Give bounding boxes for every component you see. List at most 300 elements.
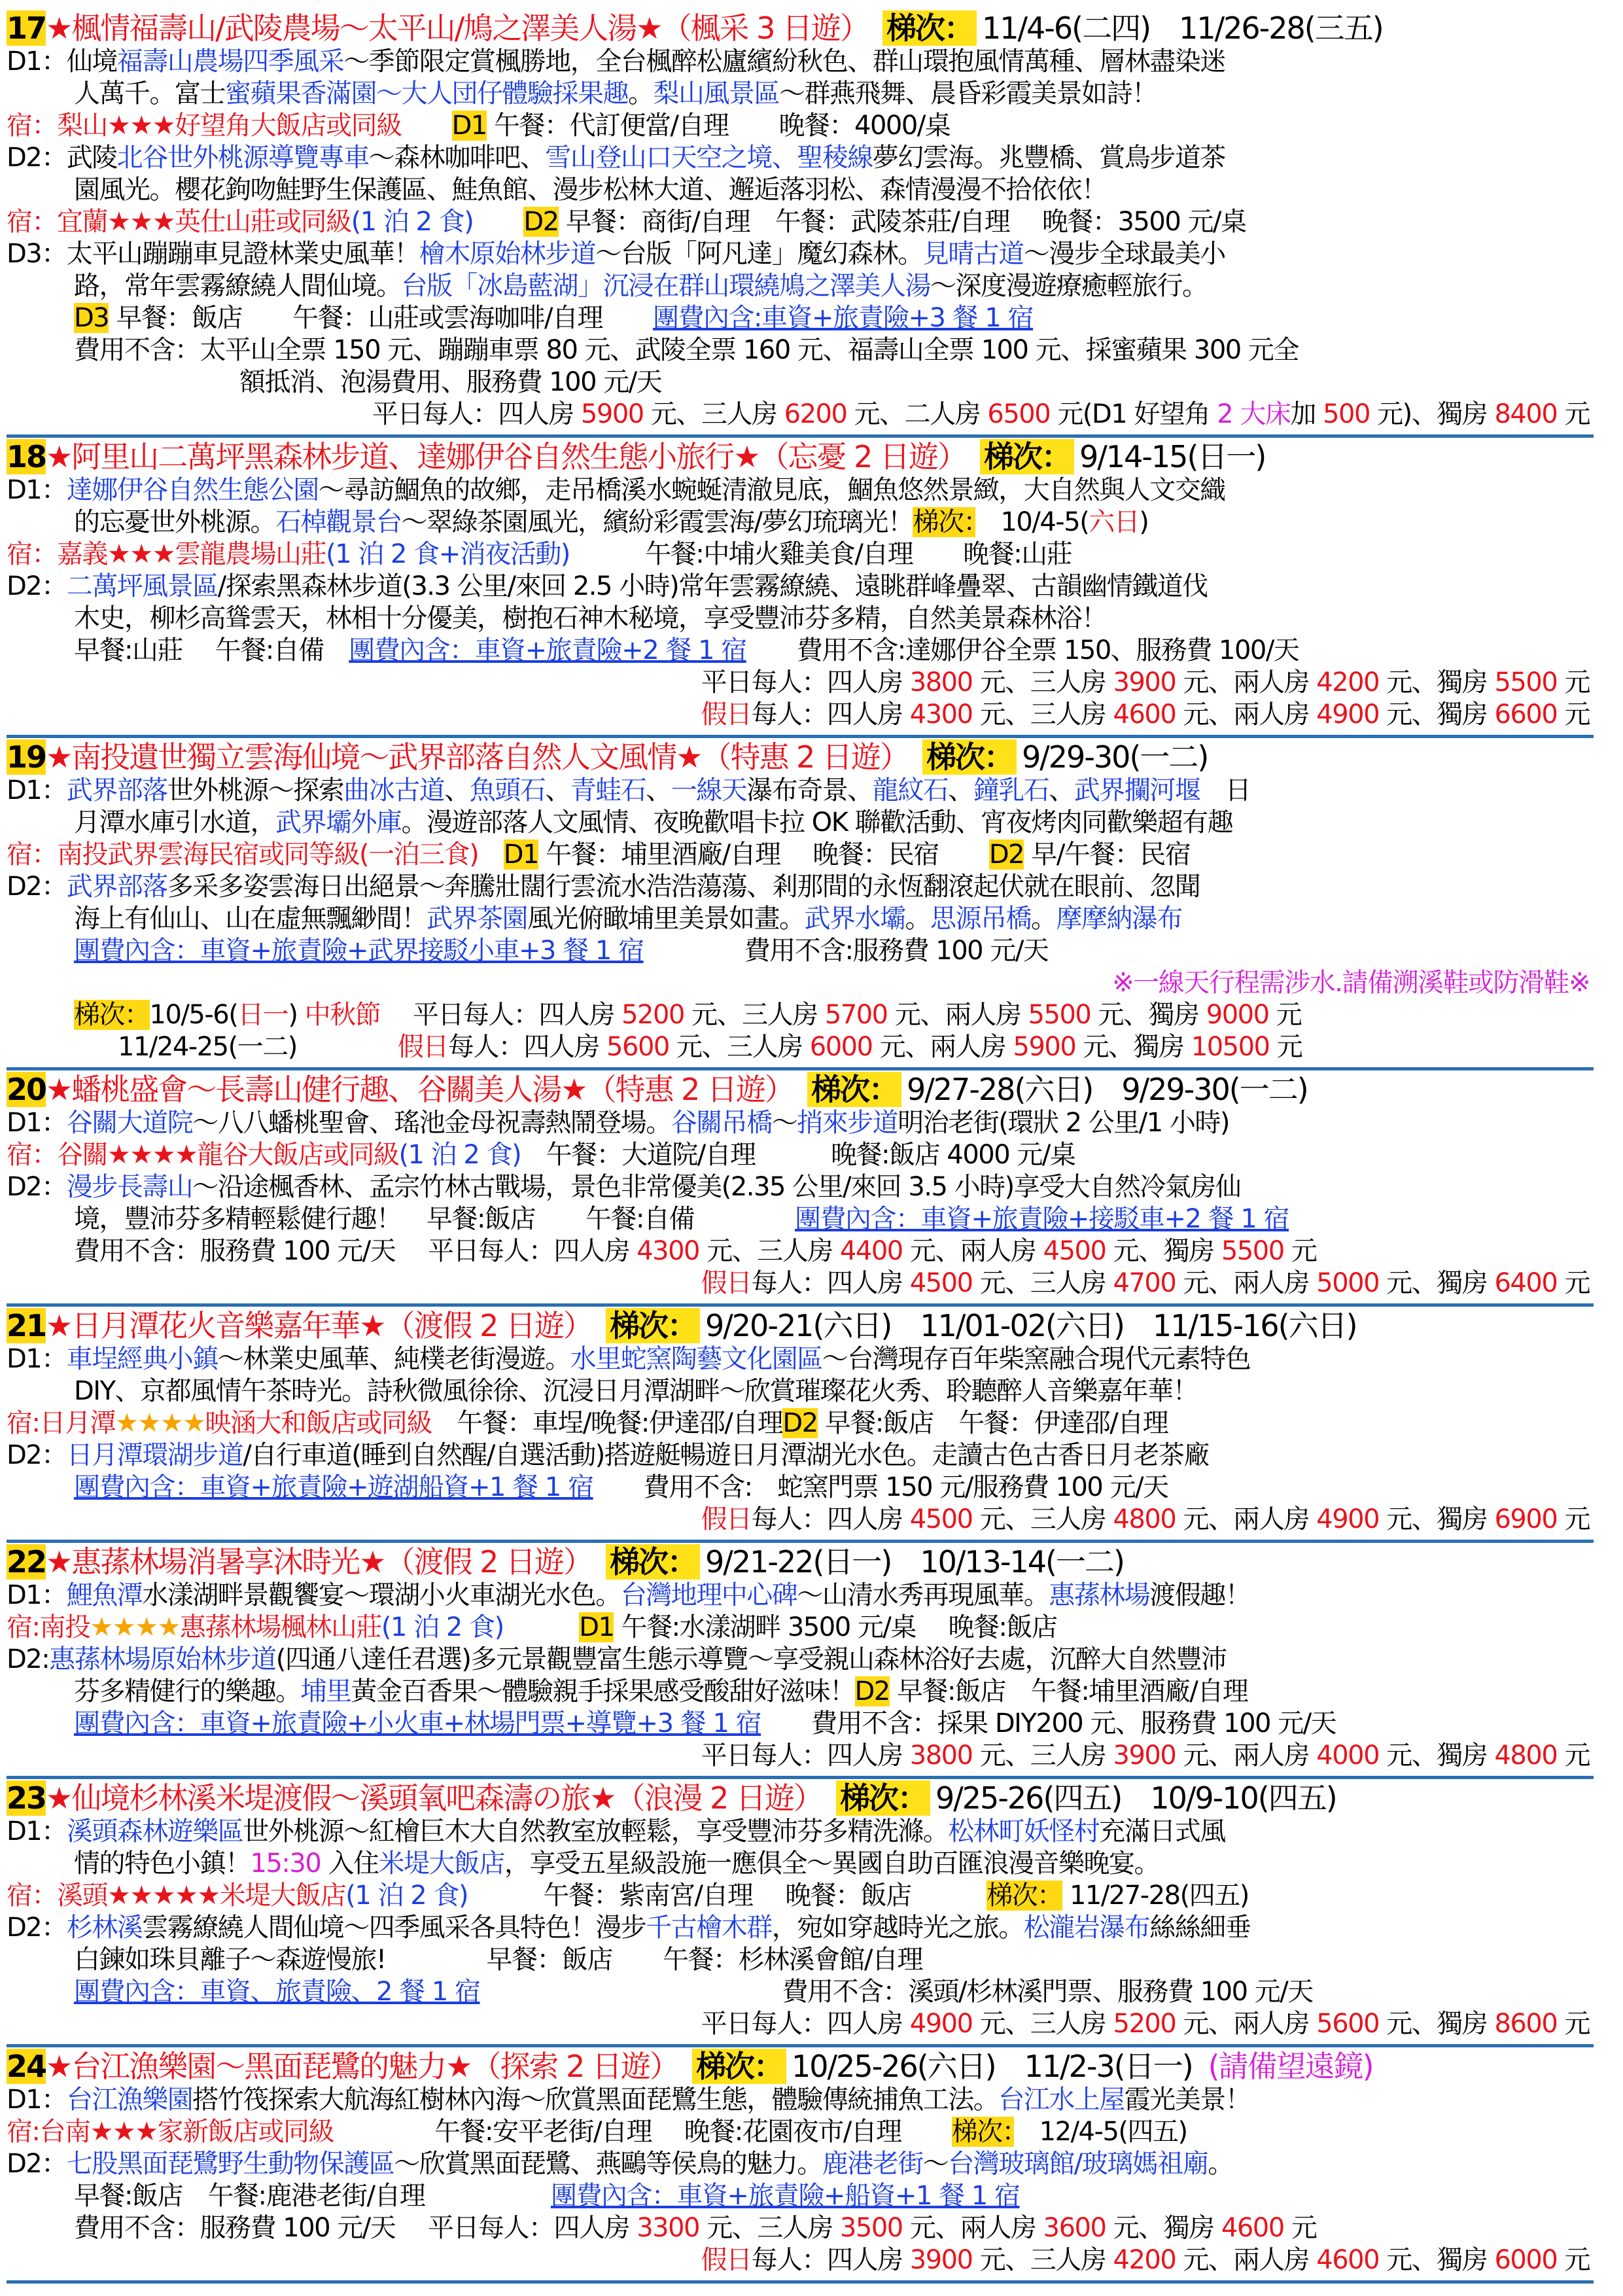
tour-number: 20 (7, 1072, 46, 1107)
itinerary-line (7, 635, 1594, 667)
text-segment: D1： (7, 1344, 67, 1374)
itinerary-line (7, 474, 1594, 506)
itinerary-line (7, 999, 1594, 1031)
text-segment: 午餐：大道院/自理 晚餐:飯店 4000 元/桌 (521, 1140, 1075, 1170)
text-segment: 元、三人房 (972, 1504, 1113, 1534)
itinerary-line (7, 1472, 1594, 1504)
text-segment: D2： (7, 571, 67, 601)
text-segment: 3800 (909, 1740, 973, 1771)
itinerary-line (7, 1375, 1594, 1407)
tour-block (7, 2047, 1594, 2284)
itinerary-line (7, 506, 1594, 539)
text-segment: 元、三人房 (972, 699, 1113, 730)
text-segment: 4200 (1316, 667, 1380, 698)
itinerary-line (7, 1708, 1594, 1740)
text-segment: D2：武陵 (7, 143, 117, 173)
text-segment: 每人：四人房 (447, 1032, 607, 1062)
text-segment: 6900 (1494, 1504, 1558, 1534)
batch-label: 梯次： (980, 439, 1074, 474)
text-segment: 11/24-25(一二) (118, 1032, 398, 1062)
batch-dates: 9/14-15(日一) (1079, 439, 1266, 474)
text-segment: 早餐:飯店 午餐:埔里酒廠/自理 (889, 1676, 1248, 1706)
text-segment: ～季節限定賞楓勝地，全台楓醉松廬繽紛秋色、群山環抱風情萬種、層林盡染迷 (343, 46, 1225, 77)
text-segment: DIY、京都風情午茶時光。詩秋微風徐徐、沉浸日月潭湖畔～欣賞璀璨花火秀、聆聽醉人音樂嘉年華！ (74, 1376, 1198, 1406)
text-segment: 溪頭森林遊樂區 (66, 1816, 243, 1846)
text-segment: D1 (503, 839, 538, 870)
text-segment: ～深度漫遊療癒輕旅行。 (930, 271, 1208, 301)
text-segment: 元、兩人房 (902, 1236, 1043, 1266)
text-segment: 武界壩外庫 (275, 807, 402, 838)
tour-title-line (7, 1308, 1594, 1343)
text-segment: 元、兩人房 (1176, 1268, 1317, 1298)
text-segment: 宿：宜蘭★★★英仕山莊或同級 (7, 207, 351, 237)
text-segment: 早餐:山莊 午餐:自備 (74, 635, 349, 665)
text-segment: 4200 (1113, 2245, 1176, 2275)
text-segment: ※一線天行程需涉水.請備溯溪鞋或防滑鞋※ (1112, 968, 1590, 998)
text-segment: 宿:日月潭 (7, 1408, 115, 1438)
text-segment: 宿：南投武界雲海民宿或同等級(一泊三食) (7, 839, 479, 870)
text-segment: 元、兩人房 (1176, 2009, 1317, 2039)
text-segment: 早餐:飯店 午餐：伊達邵/自理 (817, 1408, 1168, 1438)
text-segment: 谷關大道院 (66, 1108, 193, 1138)
text-segment: D2： (7, 1440, 67, 1470)
text-segment: 杉林溪 (66, 1913, 143, 1943)
text-segment: 宿：谷關★★★★龍谷大飯店或同級 (7, 1140, 399, 1170)
text-segment: 元 (1557, 667, 1590, 698)
text-segment: 午餐：車埕/晚餐:伊達邵/自理 (431, 1408, 783, 1438)
text-segment: 午餐：代訂便當/自理 晚餐：4000/桌 (486, 111, 951, 141)
text-segment: 3900 (1113, 667, 1176, 698)
text-segment: 。 (905, 904, 930, 934)
text-segment: 世外桃源～探索 (167, 775, 344, 805)
text-segment: 元、三人房 (684, 1000, 825, 1030)
itinerary-line (7, 1343, 1594, 1375)
text-segment: D3 (74, 303, 109, 333)
text-segment: 捎來步道 (797, 1108, 898, 1138)
text-segment: 蜜蘋果香滿園～大人団仔體驗採果趣 (225, 79, 628, 109)
text-segment: 元、三人房 (699, 2213, 840, 2243)
itinerary-line (7, 1976, 1594, 2008)
text-segment: 元、兩人房 (887, 1000, 1028, 1030)
text-segment: 白鍊如珠貝離子～森遊慢旅! 早餐：飯店 午餐：杉林溪會館/自理 (74, 1945, 923, 1975)
text-segment: 日一 (237, 1000, 288, 1030)
text-segment: 元、兩人房 (1176, 2245, 1317, 2275)
text-segment: ～欣賞黑面琵鷺、燕鷗等侯鳥的魅力。 (394, 2149, 822, 2179)
text-segment: 摩摩納瀑布 (1056, 904, 1182, 934)
text-segment: 每人：四人房 (751, 2245, 910, 2275)
text-segment: 。 (628, 79, 654, 109)
text-segment: 武界攔河堰 (1073, 775, 1200, 805)
text-segment: 石棹觀景台 (275, 507, 402, 537)
tour-block (7, 438, 1594, 738)
text-segment: 路，常年雲霧繚繞人間仙境。 (74, 271, 402, 301)
text-segment: D1： (7, 1108, 67, 1138)
text-segment: 4800 (1113, 1504, 1176, 1534)
text-segment: ) (288, 1000, 305, 1030)
text-segment: 搭竹筏探索大航海紅樹林內海～欣賞黑面琵鷺生態，體驗傳統捕魚工法。 (192, 2085, 999, 2115)
text-segment: 每人：四人房 (751, 1504, 910, 1534)
text-segment: 日月潭環湖步道 (66, 1440, 243, 1470)
text-segment: 車埕經典小鎮 (66, 1344, 218, 1374)
text-segment: ～台版「阿凡達」魔幻森林。 (595, 239, 923, 269)
text-segment: 6000 (809, 1032, 873, 1062)
text-segment: 武界茶園 (427, 904, 527, 934)
text-segment: 元、獨房 (1379, 667, 1495, 698)
text-segment: 鐘乳石 (973, 775, 1049, 805)
text-segment: ～森林咖啡吧、 (368, 143, 546, 173)
text-segment: D2： (7, 872, 67, 902)
text-segment: 平日每人：四人房 (701, 667, 910, 698)
text-segment: 6000 (1494, 2245, 1558, 2275)
text-segment: 絲絲細垂 (1149, 1913, 1251, 1943)
text-segment: 5900 (1013, 1032, 1076, 1062)
itinerary-line (7, 206, 1594, 238)
tour-title-line (7, 1072, 1594, 1107)
batch-label: 梯次： (882, 10, 977, 46)
tour-title: ★楓情福壽山/武陵農場～太平山/鳩之澤美人湯★（楓采 3 日遊） (46, 10, 854, 46)
text-segment: 元、三人房 (643, 399, 784, 429)
text-segment: 元 (1557, 1740, 1590, 1771)
itinerary-line (7, 1203, 1594, 1235)
itinerary-line (7, 1171, 1594, 1203)
text-segment: 4300 (909, 699, 973, 730)
text-segment: D2 (782, 1408, 818, 1438)
text-segment: 元 (1268, 1000, 1302, 1030)
tour-title: ★惠蓀林場消暑享沐時光★（渡假 2 日遊） (46, 1544, 578, 1580)
text-segment: 2 大床 (1217, 399, 1291, 429)
tour-block (7, 9, 1594, 438)
itinerary-line (7, 903, 1594, 935)
text-segment: 4600 (1221, 2213, 1284, 2243)
text-segment: 假日 (397, 1032, 448, 1062)
text-segment: 元(D1 好望角 (1050, 399, 1217, 429)
tour-flyer (7, 9, 1594, 2284)
text-segment: 15:30 (250, 1848, 321, 1879)
text-segment: D1 (451, 111, 487, 141)
text-segment: 見晴古道 (922, 239, 1024, 269)
text-segment: 元、兩人房 (872, 1032, 1013, 1062)
text-segment: 、 (948, 775, 973, 805)
text-segment: 元、獨房 (1379, 699, 1495, 730)
itinerary-line (7, 1816, 1594, 1848)
text-segment: 午餐：埔里酒廠/自理 晚餐：民宿 (538, 839, 989, 870)
text-segment: 的忘憂世外桃源。 (74, 507, 275, 537)
text-segment: 5000 (1316, 1268, 1380, 1298)
text-segment: 谷關吊橋 (671, 1108, 772, 1138)
text-segment: 4500 (1043, 1236, 1106, 1266)
text-segment: 元 (1557, 1504, 1590, 1534)
text-segment: 元、三人房 (699, 1236, 840, 1266)
text-segment: 達娜伊谷自然生態公園 (66, 475, 319, 505)
batch-label: 梯次： (606, 1308, 700, 1343)
batch-label: 梯次： (606, 1544, 700, 1580)
itinerary-line (7, 2116, 1594, 2148)
itinerary-line (7, 775, 1594, 807)
text-segment: 園風光。櫻花鉤吻鮭野生保護區、鮭魚館、漫步松林大道、邂逅落羽松、森情漫漫不拾依依！ (74, 175, 1107, 205)
text-segment: 宿:南投 (7, 1612, 90, 1642)
text-segment: 4600 (1316, 2245, 1380, 2275)
dates-note: (請備望遠鏡) (1208, 2049, 1373, 2084)
text-segment: 水里蛇窯陶藝文化園區 (570, 1344, 822, 1374)
itinerary-line (7, 398, 1594, 431)
text-segment: 惠蓀林場原始林步道 (49, 1644, 276, 1674)
text-segment: 費用不含:服務費 100 元/天 (643, 936, 1049, 966)
text-segment: 埔里 (300, 1676, 351, 1706)
text-segment: 元 (1283, 1236, 1317, 1266)
text-segment: 10500 (1191, 1032, 1270, 1062)
text-segment: 元、獨房 (1106, 1236, 1221, 1266)
text-segment: 加 (1290, 399, 1323, 429)
text-segment: 米堤大飯店 (378, 1848, 504, 1879)
itinerary-line (7, 1504, 1594, 1536)
text-segment: D2： (7, 1913, 67, 1943)
text-segment: D1：仙境 (7, 46, 117, 77)
text-segment: 元、三人房 (972, 2009, 1113, 2039)
text-segment: 。漫遊部落人文風情、夜晚歡唱卡拉 OK 聯歡活動、宵夜烤肉同歡樂超有趣 (401, 807, 1233, 838)
text-segment: 12/4-5(四五) (1014, 2117, 1187, 2147)
tour-number: 19 (7, 739, 46, 775)
text-segment: 團費內含：車資+旅責險+船資+1 餐 1 宿 (550, 2181, 1020, 2211)
text-segment (504, 1612, 580, 1642)
text-segment: (1 泊 2 食) (351, 207, 474, 237)
text-segment: 元、二人房 (846, 399, 988, 429)
text-segment: 松瀧岩瀑布 (1023, 1913, 1150, 1943)
text-segment: 芬多精健行的樂趣。 (74, 1676, 301, 1706)
text-segment: (1 泊 2 食) (398, 1140, 521, 1170)
text-segment: 團費內含：車資+旅責險+接駁車+2 餐 1 宿 (794, 1204, 1289, 1234)
text-segment: 費用不含：溪頭/杉林溪門票、服務費 100 元/天 (480, 1977, 1313, 2007)
itinerary-line (7, 1580, 1594, 1612)
text-segment: 六日 (1089, 507, 1140, 537)
text-segment: 雪山登山口天空之境、聖稜線 (545, 143, 873, 173)
batch-dates: 9/27-28(六日) 9/29-30(一二) (907, 1072, 1308, 1107)
text-segment: 6500 (987, 399, 1051, 429)
text-segment: 台江漁樂園 (66, 2085, 193, 2115)
text-segment: 元、兩人房 (1176, 1740, 1317, 1771)
text-segment: D3：太平山蹦蹦車見證林業史風華！ (7, 239, 419, 269)
text-segment: 情的特色小鎮！ (74, 1848, 251, 1879)
text-segment: 5700 (824, 1000, 888, 1030)
text-segment: 費用不含：採果 DIY200 元、服務費 100 元/天 (761, 1708, 1336, 1739)
text-segment: D2 (988, 839, 1024, 870)
text-segment: 曲冰古道 (343, 775, 445, 805)
text-segment: 日 (1200, 775, 1251, 805)
text-segment: 思源吊橋 (930, 904, 1031, 934)
text-segment: 每人：四人房 (751, 699, 910, 730)
text-segment: 費用不含：太平山全票 150 元、蹦蹦車票 80 元、武陵全票 160 元、福壽山全票 100 元、採蜜蘋果 300 元全 (74, 335, 1299, 365)
text-segment: ～山清水秀再現風華。 (797, 1580, 1049, 1610)
text-segment: 團費內含：車資+旅責險+武界接駁小車+3 餐 1 宿 (74, 936, 644, 966)
text-segment: 3800 (909, 667, 973, 698)
text-segment: 午餐:水漾湖畔 3500 元/桌 晚餐:飯店 (614, 1612, 1057, 1642)
text-segment: 費用不含: 蛇窯門票 150 元/服務費 100 元/天 (593, 1472, 1168, 1502)
text-segment: 青蛙石 (570, 775, 646, 805)
text-segment: 人萬千。富士 (74, 79, 225, 109)
text-segment: 3500 (839, 2213, 903, 2243)
text-segment: 二萬坪風景區 (66, 571, 218, 601)
itinerary-line (7, 1107, 1594, 1139)
text-segment: 5900 (580, 399, 644, 429)
text-segment: 午餐：紫南宮/自理 晚餐：飯店 (468, 1881, 987, 1911)
text-segment: D2： (7, 1172, 67, 1202)
itinerary-line (7, 1880, 1594, 1912)
text-segment: D2 (523, 207, 559, 237)
itinerary-line (7, 1235, 1594, 1267)
itinerary-line (7, 46, 1594, 78)
text-segment: D1： (7, 1580, 67, 1610)
tour-title-line (7, 739, 1594, 775)
text-segment: 元)、獨房 (1369, 399, 1495, 429)
text-segment: 元、獨房 (1075, 1032, 1191, 1062)
text-segment: 額抵消、泡湯費用、服務費 100 元/天 (239, 367, 662, 397)
text-segment: 充滿日式風 (1099, 1816, 1225, 1846)
itinerary-line (7, 238, 1594, 270)
text-segment: 惠蓀林場楓林山莊 (179, 1612, 381, 1642)
text-segment: 元、三人房 (972, 2245, 1113, 2275)
text-segment: 元 (1557, 2245, 1590, 2275)
text-segment: 元、三人房 (669, 1032, 810, 1062)
itinerary-line (7, 1676, 1594, 1708)
itinerary-line (7, 2212, 1594, 2244)
batch-label: 梯次： (922, 739, 1017, 775)
text-segment: 武界水壩 (804, 904, 905, 934)
text-segment: 4800 (1494, 1740, 1558, 1771)
tour-number: 17 (7, 10, 46, 46)
itinerary-line (7, 1439, 1594, 1472)
text-segment: 台版「冰島藍湖」沉浸在群山環繞鳩之澤美人湯 (401, 271, 930, 301)
text-segment: ～八八蟠桃聖會、瑤池金母祝壽熱鬧登場。 (192, 1108, 671, 1138)
text-segment: 漫步長壽山 (66, 1172, 193, 1202)
text-segment: 元、獨房 (1379, 1268, 1495, 1298)
text-segment: 10/5-6( (149, 1000, 238, 1030)
text-segment: ★★★★ (90, 1612, 180, 1642)
text-segment: ～林業史風華、純樸老街漫遊。 (217, 1344, 570, 1374)
tour-title: ★阿里山二萬坪黑森林步道、達娜伊谷自然生態小旅行★（忘憂 2 日遊） (46, 439, 952, 474)
tour-title: ★仙境杉林溪米堤渡假～溪頭氧吧森濤の旅★（浪漫 2 日遊） (46, 1780, 808, 1816)
tour-number: 21 (7, 1308, 46, 1343)
itinerary-line (7, 142, 1594, 174)
batch-label: 梯次： (807, 1072, 901, 1107)
text-segment: 宿:台南★★★家新飯店或同級 (7, 2117, 334, 2147)
text-segment: 8400 (1494, 399, 1558, 429)
text-segment: 午餐:中埔火雞美食/自理 晚餐:山莊 (569, 539, 1072, 569)
itinerary-line (7, 1407, 1594, 1439)
text-segment: 假日 (701, 2245, 752, 2275)
itinerary-line (7, 2148, 1594, 2180)
text-segment: 元 (1557, 399, 1590, 429)
itinerary-line (7, 78, 1594, 110)
text-segment: 一線天 (671, 775, 747, 805)
text-segment: 假日 (701, 699, 752, 730)
text-segment: 梯次： (951, 2117, 1015, 2147)
text-segment: D2： (7, 2149, 67, 2179)
text-segment: ～漫步全球最美小 (1023, 239, 1225, 269)
text-segment: 宿：嘉義★★★雲龍農場山莊 (7, 539, 326, 569)
text-segment: 七股黑面琵鷺野生動物保護區 (66, 2149, 394, 2179)
text-segment: 平日每人：四人房 (701, 1740, 910, 1771)
batch-dates: 11/4-6(二四) 11/26-28(三五) (982, 10, 1383, 46)
text-segment: 假日 (701, 1268, 752, 1298)
text-segment: (1 泊 2 食+消夜活動) (326, 539, 570, 569)
text-segment: 水漾湖畔景觀饗宴～環湖小火車湖光水色。 (142, 1580, 621, 1610)
batch-dates: 9/25-26(四五) 10/9-10(四五) (935, 1780, 1336, 1816)
text-segment: ～翠綠茶園風光，繽紛彩霞雲海/夢幻琉璃光！ (401, 507, 913, 537)
text-segment: 元、三人房 (972, 1740, 1113, 1771)
text-segment: 台灣玻璃館/玻璃媽祖廟 (948, 2149, 1208, 2179)
itinerary-line (7, 2084, 1594, 2116)
text-segment: ★★★★ (114, 1408, 205, 1438)
text-segment (402, 111, 452, 141)
itinerary-line (7, 967, 1594, 999)
batch-dates: 9/29-30(一二) (1022, 739, 1208, 775)
text-segment: 4500 (909, 1268, 973, 1298)
text-segment: 松林町妖怪村 (948, 1816, 1100, 1846)
text-segment: 3600 (1043, 2213, 1106, 2243)
text-segment: 早/午餐：民宿 (1024, 839, 1191, 870)
text-segment: 團費內含：車資+旅責險+遊湖船資+1 餐 1 宿 (74, 1472, 593, 1502)
tour-title-line (7, 439, 1594, 474)
text-segment: 4700 (1113, 1268, 1176, 1298)
text-segment: 黃金百香果～體驗親手採果感受酸甜好滋味！ (351, 1676, 855, 1706)
itinerary-line (7, 603, 1594, 635)
text-segment: 。 (1208, 2149, 1233, 2179)
text-segment: 惠蓀林場 (1049, 1580, 1150, 1610)
itinerary-line (7, 174, 1594, 206)
tour-title-line (7, 1544, 1594, 1580)
itinerary-line (7, 110, 1594, 142)
text-segment: 鯉魚潭 (66, 1580, 143, 1610)
tour-title: ★南投遺世獨立雲海仙境～武界部落自然人文風情★（特惠 2 日遊） (46, 739, 894, 775)
tour-block (7, 1307, 1594, 1543)
text-segment: 早餐：飯店 午餐：山莊或雲海咖啡/自理 (109, 303, 653, 333)
text-segment: 午餐:安平老街/自理 晚餐:花園夜市/自理 (334, 2117, 952, 2147)
text-segment: 4900 (909, 2009, 973, 2039)
batch-dates: 9/21-22(日一) 10/13-14(一二) (705, 1544, 1124, 1580)
text-segment: 5600 (1316, 2009, 1380, 2039)
batch-label: 梯次： (692, 2049, 786, 2084)
text-segment: 3900 (1113, 1740, 1176, 1771)
text-segment: D1： (7, 2085, 67, 2115)
tour-number: 23 (7, 1780, 46, 1816)
text-segment: 月潭水庫引水道， (74, 807, 275, 838)
text-segment: 平日每人：四人房 (701, 2009, 910, 2039)
text-segment: 費用不含：服務費 100 元/天 平日每人：四人房 (74, 2213, 637, 2243)
text-segment: 4600 (1113, 699, 1176, 730)
tour-title-line (7, 1780, 1594, 1816)
tour-number: 18 (7, 439, 46, 474)
itinerary-line (7, 935, 1594, 967)
text-segment: 6200 (784, 399, 847, 429)
text-segment: 梨山風景區 (653, 79, 779, 109)
itinerary-line (7, 1139, 1594, 1171)
itinerary-line (7, 539, 1594, 571)
text-segment: 4900 (1316, 699, 1380, 730)
text-segment: 境，豐沛芬多精輕鬆健行趣！ 早餐:飯店 午餐:自備 (74, 1204, 795, 1234)
text-segment: 5500 (1494, 667, 1558, 698)
text-segment: ～群燕飛舞、晨昏彩霞美景如詩！ (779, 79, 1157, 109)
itinerary-line (7, 667, 1594, 699)
text-segment: ～ (771, 1108, 797, 1138)
text-segment: D1： (7, 775, 67, 805)
text-segment: 費用不含：服務費 100 元/天 平日每人：四人房 (74, 1236, 637, 1266)
text-segment: 入住 (321, 1848, 379, 1879)
tour-block (7, 1543, 1594, 1779)
text-segment: 元、三人房 (972, 667, 1113, 698)
tour-title-line (7, 2049, 1594, 2084)
batch-dates: 9/20-21(六日) 11/01-02(六日) 11/15-16(六日) (705, 1308, 1357, 1343)
itinerary-line (7, 366, 1594, 398)
itinerary-line (7, 1848, 1594, 1880)
